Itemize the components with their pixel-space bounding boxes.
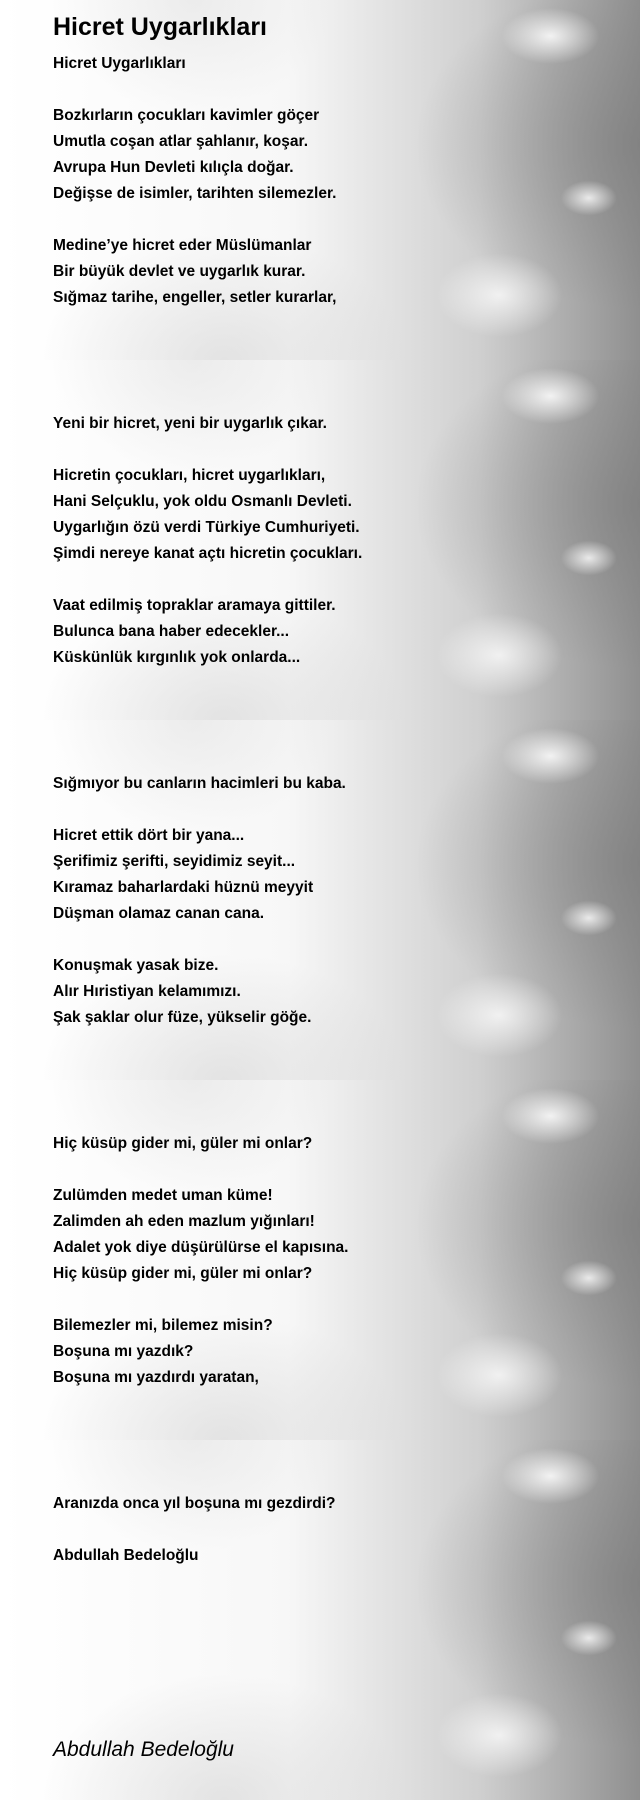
- poem-line: Sığmıyor bu canların hacimleri bu kaba.: [53, 775, 346, 792]
- poem-panel-2: [0, 360, 640, 720]
- stanza-1: [53, 51, 613, 311]
- stanza-2: [53, 411, 613, 671]
- stanza-3: [53, 771, 613, 1031]
- poem-line: Kıramaz baharlardaki hüznü meyyit: [53, 879, 314, 896]
- poem-author: Abdullah Bedeloğlu: [53, 1547, 199, 1564]
- poem-line: Uygarlığın özü verdi Türkiye Cumhuriyeti.: [53, 519, 360, 536]
- poem-line: Hicretin çocukları, hicret uygarlıkları,: [53, 467, 326, 484]
- poem-line: Sığmaz tarihe, engeller, setler kurarlar,: [53, 289, 337, 306]
- poem-line: Hiç küsüp gider mi, güler mi onlar?: [53, 1135, 313, 1152]
- author-signature: Abdullah Bedeloğlu: [53, 1738, 234, 1761]
- stanza-4: [53, 1131, 613, 1391]
- poem-line: Hicret ettik dört bir yana...: [53, 827, 245, 844]
- poem-line: Bozkırların çocukları kavimler göçer: [53, 107, 320, 124]
- poem-line: Medine’ye hicret eder Müslümanlar: [53, 237, 312, 254]
- poem-line: Bir büyük devlet ve uygarlık kurar.: [53, 263, 306, 280]
- poem-line: Değişse de isimler, tarihten silemezler.: [53, 185, 337, 202]
- poem-line: Adalet yok diye düşürülürse el kapısına.: [53, 1239, 349, 1256]
- poem-line: Avrupa Hun Devleti kılıçla doğar.: [53, 159, 294, 176]
- poem-line: Bulunca bana haber edecekler...: [53, 623, 290, 640]
- poem-line: Hiç küsüp gider mi, güler mi onlar?: [53, 1265, 313, 1282]
- poem-line: Yeni bir hicret, yeni bir uygarlık çıkar.: [53, 415, 327, 432]
- poem-line: Boşuna mı yazdık?: [53, 1343, 194, 1360]
- poem-panel-4: [0, 1080, 640, 1440]
- poem-line: Düşman olamaz canan cana.: [53, 905, 265, 922]
- poem-line: Umutla coşan atlar şahlanır, koşar.: [53, 133, 309, 150]
- poem-line: Aranızda onca yıl boşuna mı gezdirdi?: [53, 1495, 336, 1512]
- poem-line: Alır Hıristiyan kelamımızı.: [53, 983, 241, 1000]
- poem-line: Şak şaklar olur füze, yükselir göğe.: [53, 1009, 312, 1026]
- stanza-5: [53, 1491, 613, 1569]
- poem-line: Zalimden ah eden mazlum yığınları!: [53, 1213, 315, 1230]
- poem-line: Vaat edilmiş topraklar aramaya gittiler.: [53, 597, 336, 614]
- poem-line: Boşuna mı yazdırdı yaratan,: [53, 1369, 259, 1386]
- poem-panel-1: [0, 0, 640, 360]
- poem-line: Konuşmak yasak bize.: [53, 957, 219, 974]
- poem-line: Şimdi nereye kanat açtı hicretin çocukları.: [53, 545, 363, 562]
- poem-subtitle: Hicret Uygarlıkları: [53, 55, 186, 72]
- poem-title: Hicret Uygarlıkları: [53, 13, 267, 41]
- poem-line: Şerifimiz şerifti, seyidimiz seyit...: [53, 853, 296, 870]
- poem-line: Küskünlük kırgınlık yok onlarda...: [53, 649, 301, 666]
- poem-line: Bilemezler mi, bilemez misin?: [53, 1317, 273, 1334]
- poem-line: Zulümden medet uman küme!: [53, 1187, 273, 1204]
- poem-line: Hani Selçuklu, yok oldu Osmanlı Devleti.: [53, 493, 352, 510]
- poem-panel-3: [0, 720, 640, 1080]
